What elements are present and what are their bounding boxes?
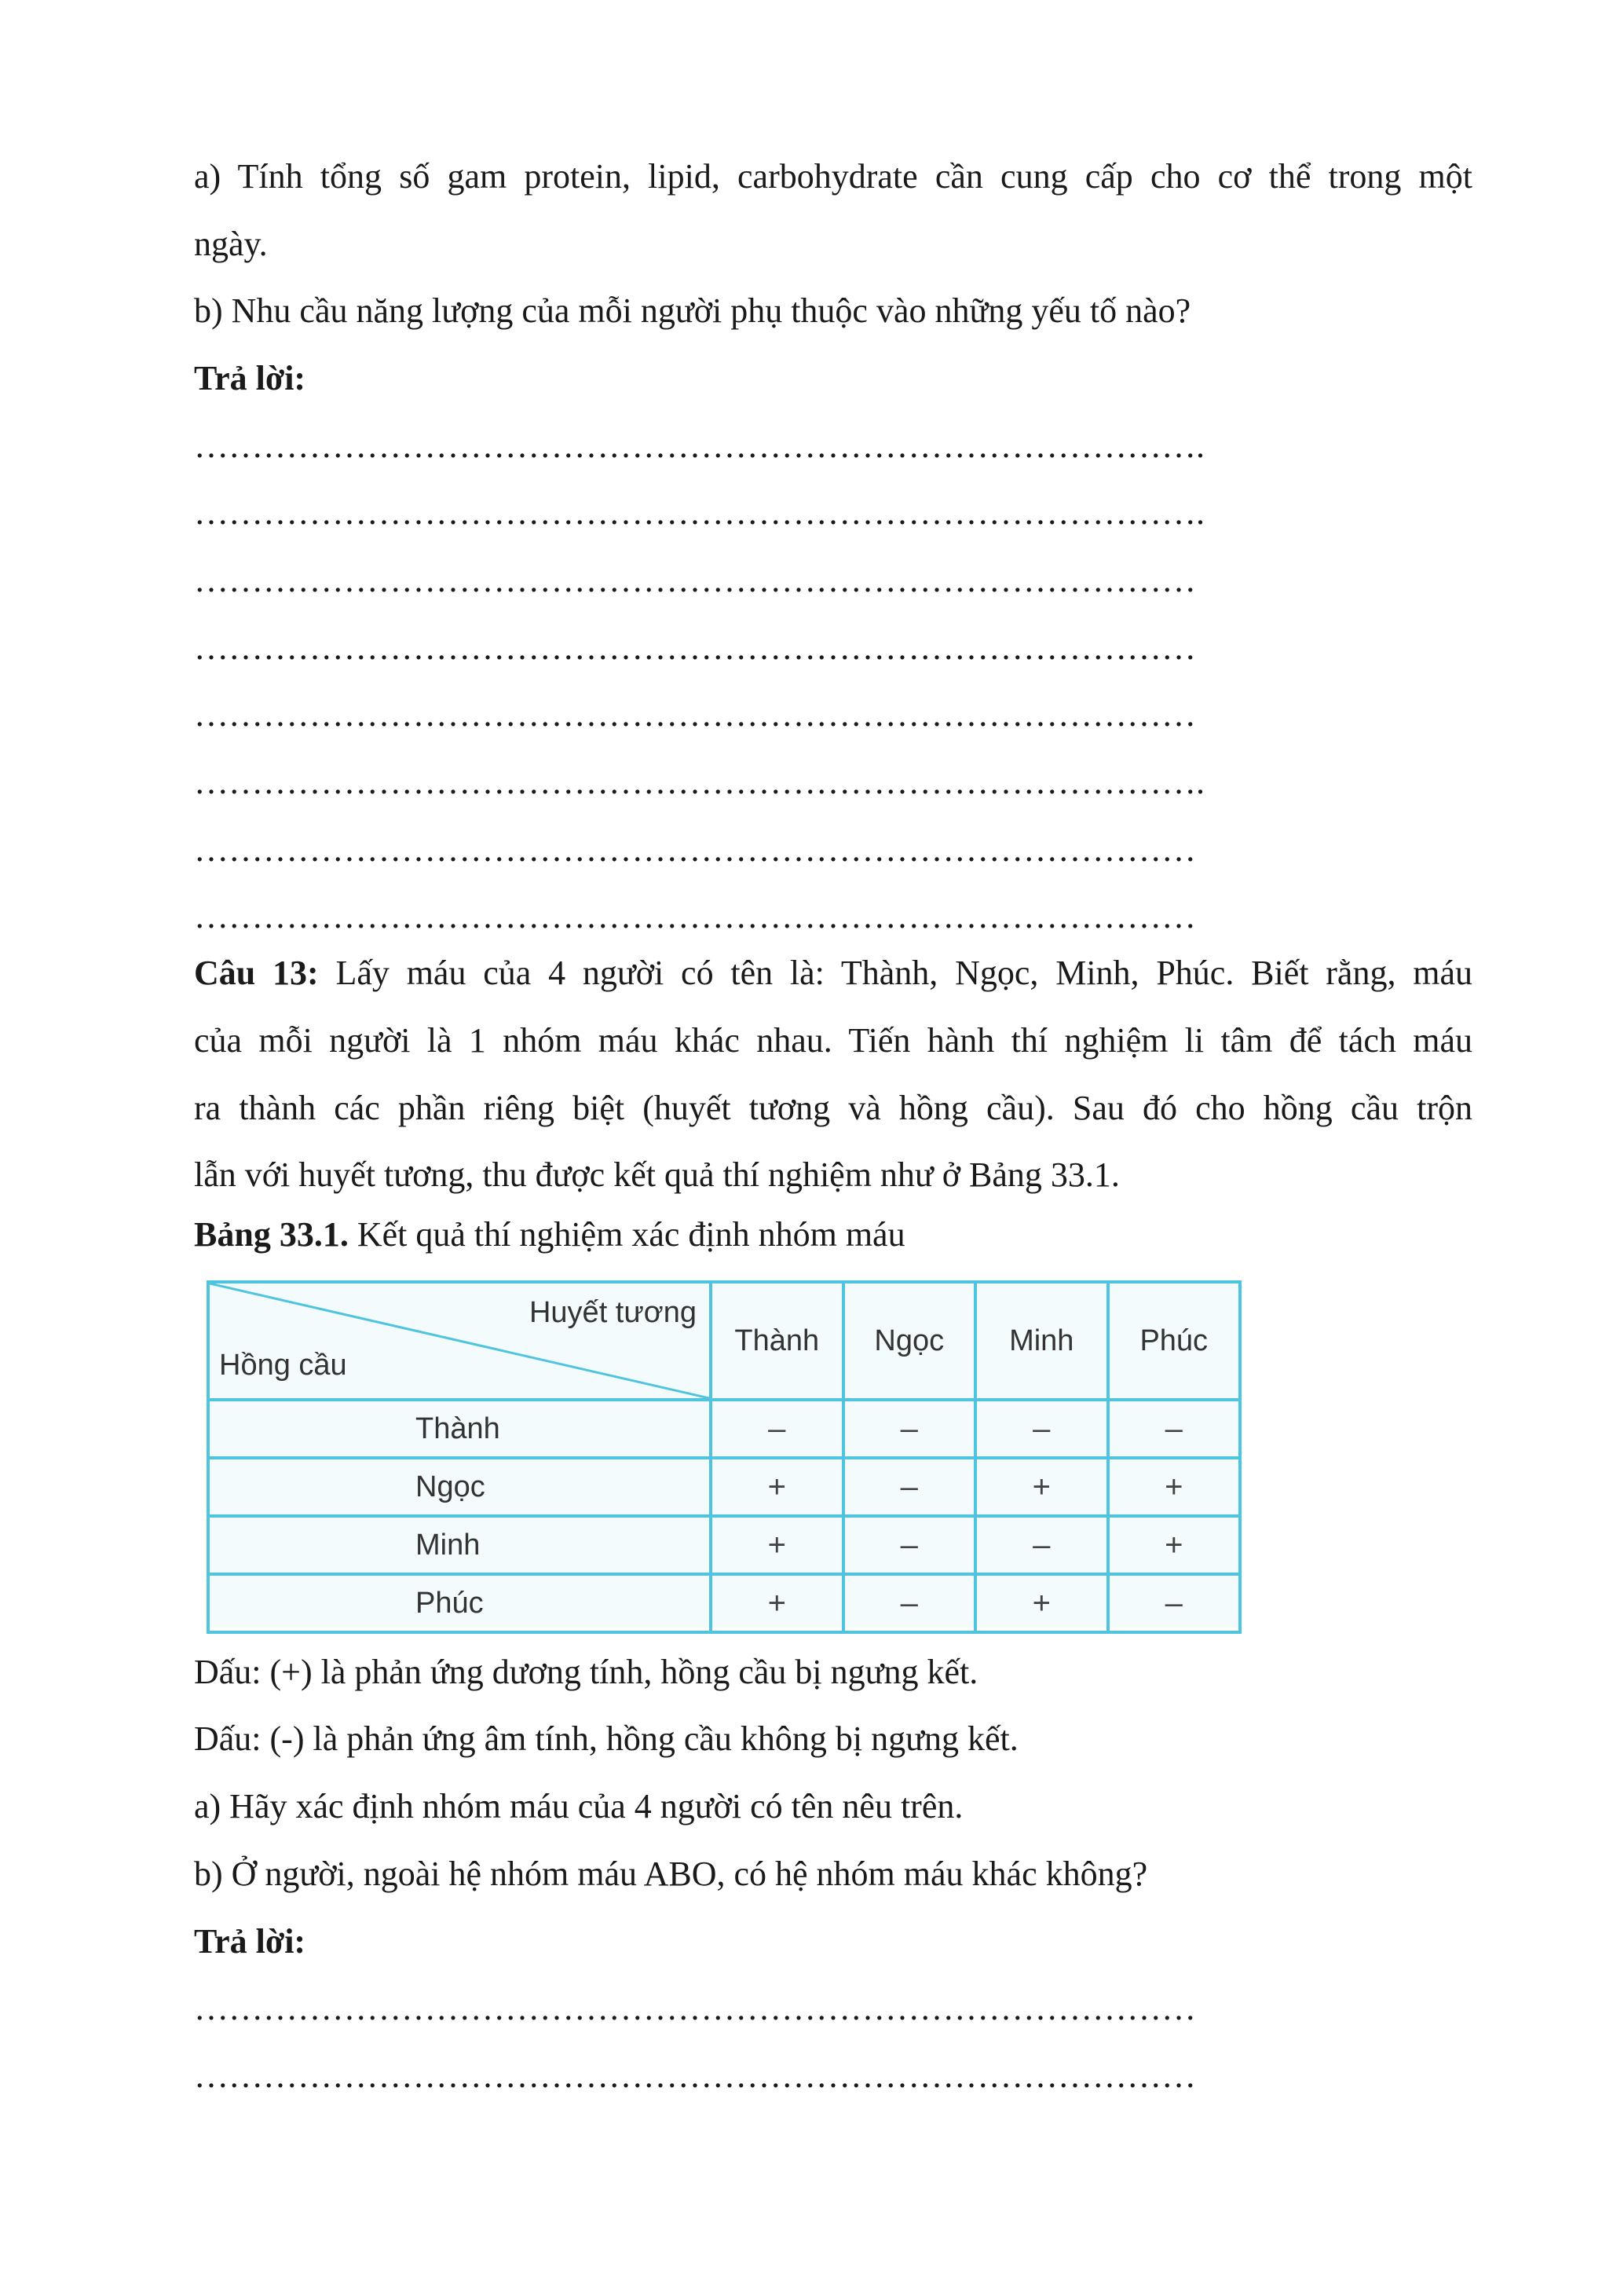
question-part-b-2: b) Ở người, ngoài hệ nhóm máu ABO, có hệ nhóm máu khác không? (194, 1855, 1148, 1893)
column-header: Phúc (1108, 1282, 1241, 1400)
table-caption-text: Kết quả thí nghiệm xác định nhóm máu (348, 1215, 905, 1254)
answer-dotted-line: …………………………………………………………………………… (194, 628, 1196, 667)
blood-test-table (207, 1280, 1242, 1634)
column-header: Minh (975, 1282, 1108, 1400)
table-row (208, 1516, 1240, 1574)
legend-plus: Dấu: (+) là phản ứng dương tính, hồng cầu bị ngưng kết. (194, 1653, 978, 1691)
table-caption-label: Bảng 33.1. (194, 1215, 349, 1254)
result-cell: + (1108, 1516, 1241, 1574)
question-part-a: a) Tính tổng số gam protein, lipid, carbohydrate cần cung cấp cho cơ thể trong một (194, 157, 1472, 196)
table-header-row (208, 1282, 1240, 1400)
question-13-text: Lấy máu của 4 người có tên là: Thành, Ngọc, Minh, Phúc. Biết rằng, máu (318, 954, 1472, 992)
result-cell: – (975, 1516, 1108, 1574)
table-corner-cell (208, 1282, 711, 1400)
result-cell: – (843, 1516, 976, 1574)
answer-dotted-line: …………………………………………………………………………… (194, 897, 1196, 936)
question-13-line-3: ra thành các phần riêng biệt (huyết tương và hồng cầu). Sau đó cho hồng cầu trộn (194, 1089, 1472, 1127)
row-label: Ngọc (208, 1458, 711, 1516)
corner-label-red-cells: Hồng cầu (219, 1349, 347, 1382)
answer-dotted-line: …………………………………………………………………………… (194, 2056, 1196, 2095)
question-13-line-2: của mỗi người là 1 nhóm máu khác nhau. Tiến hành thí nghiệm li tâm để tách máu (194, 1021, 1472, 1060)
legend-minus: Dấu: (-) là phản ứng âm tính, hồng cầu không bị ngưng kết. (194, 1719, 1019, 1758)
answer-dotted-line: …………………………………………………………………………… (194, 695, 1196, 734)
result-cell: + (711, 1516, 843, 1574)
question-part-b: b) Nhu cầu năng lượng của mỗi người phụ thuộc vào những yếu tố nào? (194, 291, 1191, 330)
blood-test-table-figure (207, 1280, 1242, 1628)
table-caption (194, 1213, 1472, 1257)
result-cell: – (1108, 1400, 1241, 1458)
result-cell: – (711, 1400, 843, 1458)
result-cell: – (1108, 1574, 1241, 1632)
answer-dotted-line: …………………………………………………………………………… (194, 1989, 1196, 2027)
result-cell: – (843, 1574, 976, 1632)
answer-label: Trả lời: (194, 359, 306, 397)
answer-dotted-line: ……………………………………………………………………………. (194, 493, 1205, 532)
question-part-a-continued: ngày. (194, 225, 268, 263)
row-label: Phúc (208, 1574, 711, 1632)
answer-dotted-line: ……………………………………………………………………………. (194, 763, 1205, 801)
column-header: Ngọc (843, 1282, 976, 1400)
result-cell: + (975, 1574, 1108, 1632)
table-row (208, 1400, 1240, 1458)
result-cell: – (843, 1458, 976, 1516)
answer-dotted-line: …………………………………………………………………………… (194, 561, 1196, 599)
table-row (208, 1574, 1240, 1632)
result-cell: + (711, 1574, 843, 1632)
answer-dotted-line: ……………………………………………………………………………. (194, 427, 1205, 465)
column-header: Thành (711, 1282, 843, 1400)
corner-label-plasma: Huyết tương (529, 1296, 697, 1329)
result-cell: + (711, 1458, 843, 1516)
result-cell: – (843, 1400, 976, 1458)
row-label: Minh (208, 1516, 711, 1574)
row-label: Thành (208, 1400, 711, 1458)
question-13-line-4: lẫn với huyết tương, thu được kết quả thí nghiệm như ở Bảng 33.1. (194, 1155, 1120, 1194)
result-cell: + (975, 1458, 1108, 1516)
question-part-a-2: a) Hãy xác định nhóm máu của 4 người có tên nêu trên. (194, 1787, 964, 1825)
question-13-label: Câu 13: (194, 954, 319, 992)
result-cell: + (1108, 1458, 1241, 1516)
table-row (208, 1458, 1240, 1516)
result-cell: – (975, 1400, 1108, 1458)
answer-label: Trả lời: (194, 1922, 306, 1961)
answer-dotted-line: …………………………………………………………………………… (194, 830, 1196, 869)
question-13-line-1 (194, 951, 1472, 995)
